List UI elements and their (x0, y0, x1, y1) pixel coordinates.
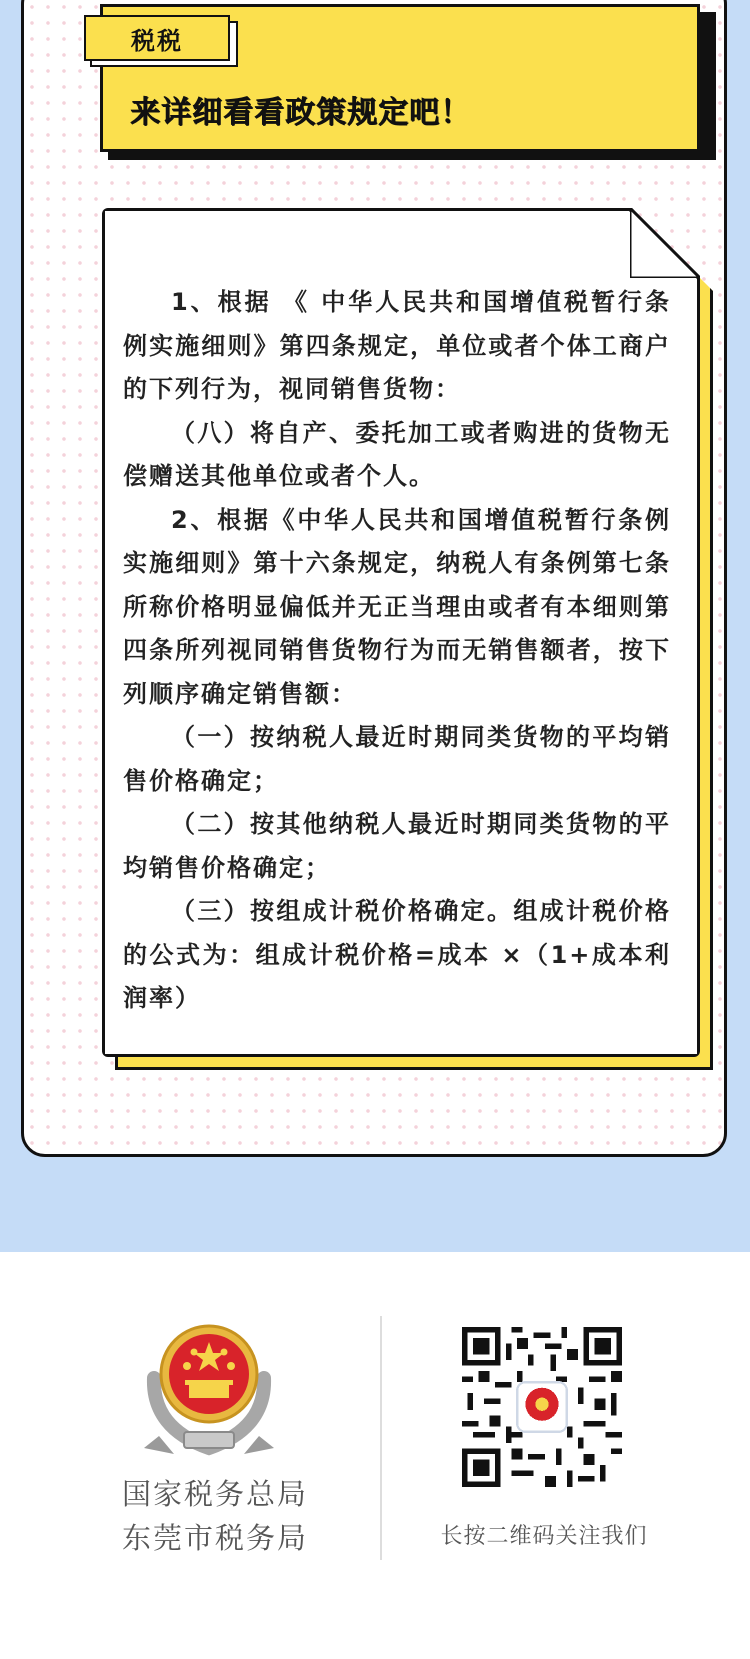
section-tag: 税税 (84, 15, 230, 61)
policy-paragraph: （三）按组成计税价格确定。组成计税价格的公式为：组成计税价格=成本 ×（1+成本利润率） (123, 897, 671, 1012)
organization-name-line1: 国家税务总局 (121, 1477, 308, 1511)
policy-paragraph: （一）按纳税人最近时期同类货物的平均销售价格确定； (123, 723, 671, 795)
footer-divider (380, 1316, 382, 1560)
page-title: 来详细看看政策规定吧！ (130, 95, 471, 130)
policy-text (123, 281, 671, 1021)
page-fold-icon (630, 208, 700, 278)
policy-paragraph: 2、根据《中华人民共和国增值税暂行条例实施细则》第十六条规定，纳税人有条例第七条所称价格明显偏低并无正当理由或者有本细则第四条所列视同销售货物行为而无销售额者，按下列顺序确定销售额： (123, 505, 671, 708)
policy-paragraph: （八）将自产、委托加工或者购进的货物无偿赠送其他单位或者个人。 (123, 418, 671, 490)
qr-caption: 长按二维码关注我们 (440, 1524, 648, 1549)
policy-paragraph: （二）按其他纳税人最近时期同类货物的平均销售价格确定； (123, 810, 671, 882)
organization-name-line2: 东莞市税务局 (121, 1521, 308, 1555)
organization-name (110, 1472, 320, 1560)
qr-code-icon[interactable] (462, 1327, 622, 1487)
policy-paragraph: 1、根据 《 中华人民共和国增值税暂行条例实施细则》第四条规定，单位或者个体工商户的下列行为，视同销售货物： (123, 288, 671, 403)
main-card (21, 0, 727, 1157)
national-emblem-icon (134, 1308, 284, 1458)
